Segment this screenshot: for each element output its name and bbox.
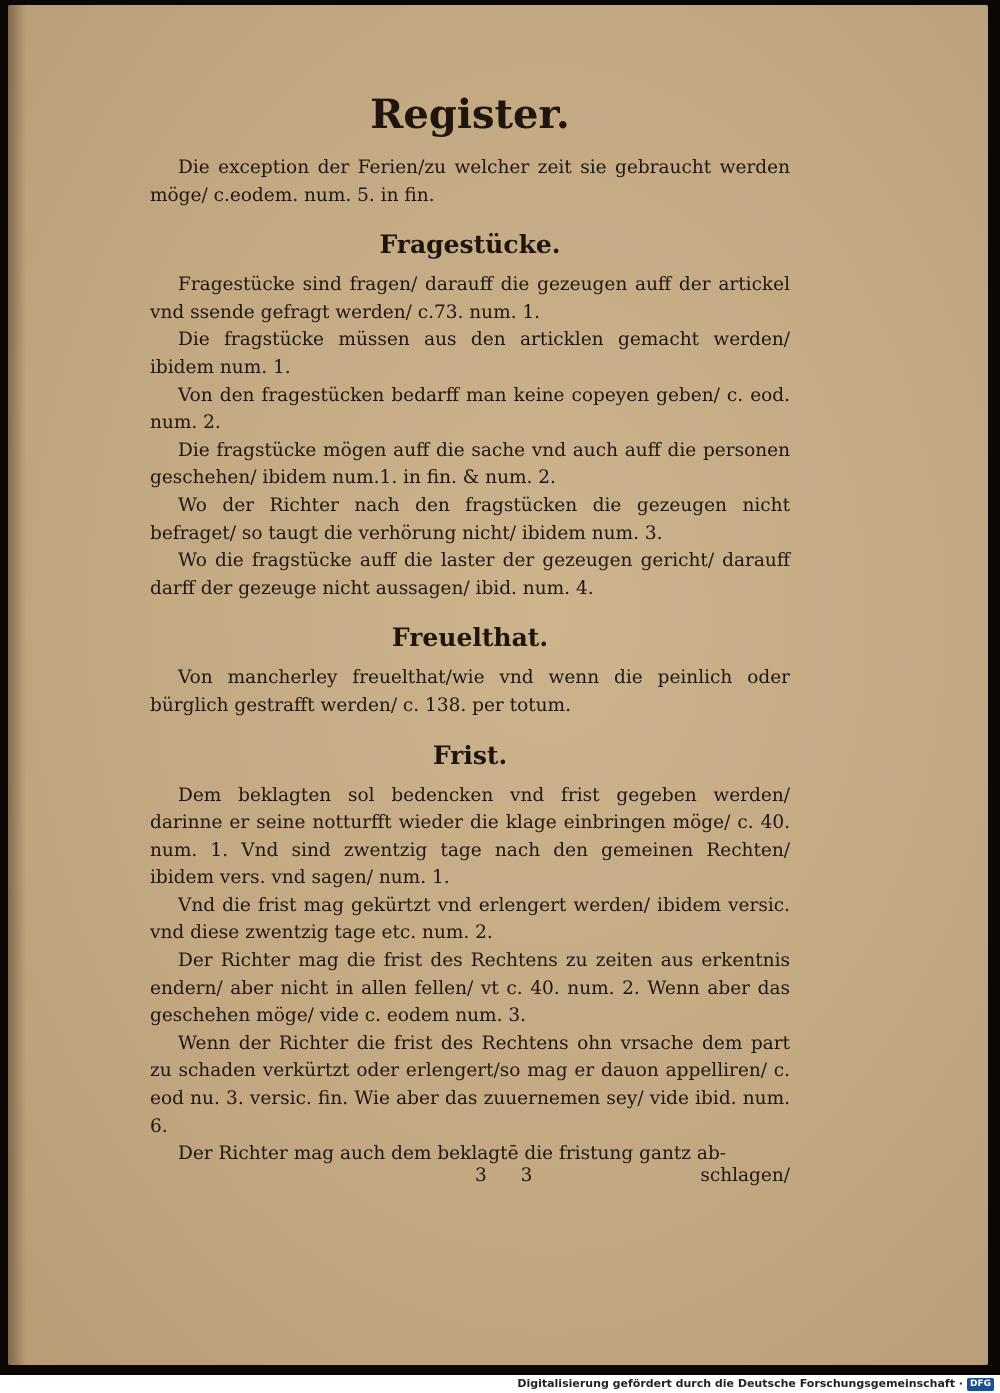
register-entry: Der Richter mag auch dem beklagtē die fristung gantz ab- xyxy=(178,1143,727,1165)
page-title: Register. xyxy=(370,91,570,138)
register-entry: Die fragstücke müssen aus den articklen gemacht werden/ ibidem num. 1. xyxy=(150,329,790,378)
dfg-logo: DFG xyxy=(967,1378,994,1391)
page-gutter-shadow xyxy=(8,5,26,1365)
register-entry: Dem beklagten sol bedencken vnd frist gegeben werden/ darinne er seine notturfft wieder die klage einbringen möge/ c. 40. num. 1. Vnd sind zwentzig tage nach den gemeinen Rechten/ ibidem vers. vnd sagen/ num. 1. xyxy=(150,784,790,889)
register-text xyxy=(150,80,790,1168)
register-entry: Wo die fragstücke auff die laster der gezeugen gericht/ darauff darff der gezeuge nicht aussagen/ ibid. num. 4. xyxy=(150,550,790,599)
register-entry: Vnd die frist mag gekürtzt vnd erlengert werden/ ibidem versic. vnd diese zwentzig tage etc. num. 2. xyxy=(150,894,790,944)
intro-entry: Die exception der Ferien/zu welcher zeit sie gebraucht werden möge/ c.eodem. num. 5. in fin. xyxy=(150,157,790,206)
section-heading: Freuelthat. xyxy=(391,623,549,653)
section-heading: Frist. xyxy=(432,740,508,770)
printer-signature: 3 3 xyxy=(475,1165,547,1186)
register-entry: Fragestücke sind fragen/ darauff die gezeugen auff der artickel vnd ssende gefragt werden/ c.73. num. 1. xyxy=(150,274,790,323)
register-entry: Wenn der Richter die frist des Rechtens ohn vrsache dem part zu schaden verkürtzt oder erlengert/so mag er dauon appelliren/ c. eod nu. 3. versic. fin. Wie aber das zuuernemen sey/ vide ibid. num. 6. xyxy=(150,1032,790,1137)
register-entry: Wo der Richter nach den fragstücken die gezeugen nicht befraget/ so taugt die verhörung nicht/ ibidem num. 3. xyxy=(150,494,790,544)
page-footer xyxy=(150,1165,790,1195)
register-sections xyxy=(150,223,790,1168)
digitization-credit xyxy=(517,1375,994,1393)
credit-text: Digitalisierung gefördert durch die Deutsche Forschungsgemeinschaft · xyxy=(517,1377,963,1390)
catchword: schlagen/ xyxy=(700,1165,790,1186)
register-entry: Die fragstücke mögen auff die sache vnd auch auff die personen geschehen/ ibidem num.1. in fin. & num. 2. xyxy=(150,439,790,489)
register-entry: Der Richter mag die frist des Rechtens zu zeiten aus erkentnis endern/ aber nicht in allen fellen/ vt c. 40. num. 2. Wenn aber das geschehen möge/ vide c. eodem num. 3. xyxy=(150,950,790,1027)
register-entry: Von den fragestücken bedarff man keine copeyen geben/ c. eod. num. 2. xyxy=(150,384,790,434)
section-heading: Fragestücke. xyxy=(379,230,561,260)
register-entry: Von mancherley freuelthat/wie vnd wenn die peinlich oder bürglich gestrafft werden/ c. 138. per totum. xyxy=(150,667,790,716)
